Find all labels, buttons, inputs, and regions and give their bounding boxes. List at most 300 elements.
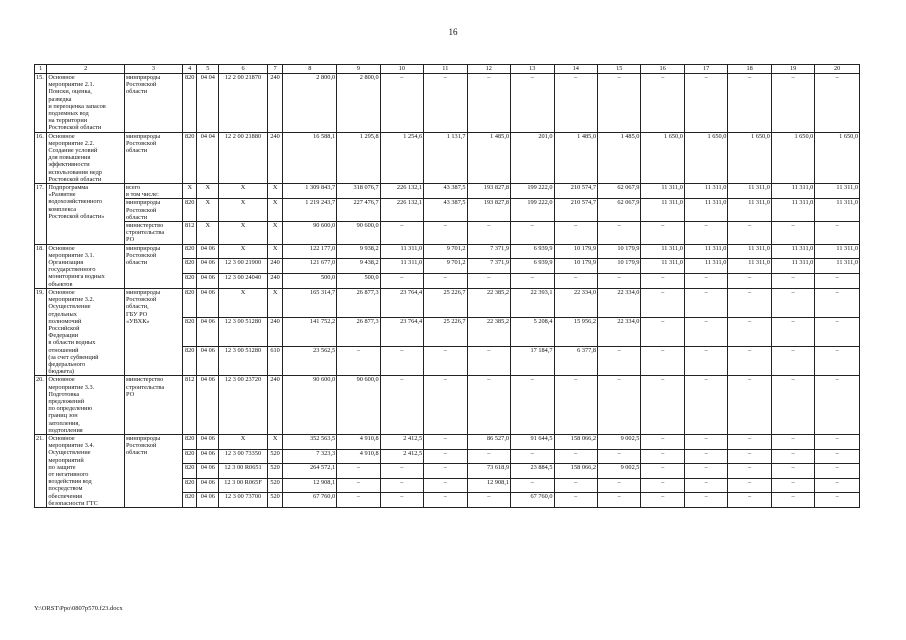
amount-cell: – xyxy=(467,274,510,289)
budget-code-cell: 04 06 xyxy=(197,493,219,508)
amount-cell: 22 393,1 xyxy=(511,288,554,317)
amount-cell: – xyxy=(511,274,554,289)
amount-cell: 9 701,2 xyxy=(424,244,467,259)
amount-cell: – xyxy=(684,318,727,347)
amount-cell: – xyxy=(554,74,597,133)
amount-cell: – xyxy=(554,449,597,464)
amount-cell: – xyxy=(554,478,597,493)
amount-cell: – xyxy=(815,434,860,449)
amount-cell: – xyxy=(597,449,640,464)
column-number-cell: 8 xyxy=(283,65,337,74)
column-number-cell: 9 xyxy=(337,65,380,74)
amount-cell: – xyxy=(424,222,467,245)
amount-cell: 22 385,2 xyxy=(467,318,510,347)
amount-cell: 11 311,0 xyxy=(728,259,771,274)
budget-code-cell: 812 xyxy=(182,222,196,245)
amount-cell: – xyxy=(641,347,684,376)
amount-cell: – xyxy=(815,493,860,508)
budget-code-cell: 12 3 00 51280 xyxy=(219,318,268,347)
amount-cell: 158 066,2 xyxy=(554,464,597,479)
amount-cell: 23 764,4 xyxy=(380,318,423,347)
amount-cell: – xyxy=(597,347,640,376)
amount-cell: 1 219 243,7 xyxy=(283,199,337,222)
budget-code-cell: 04 06 xyxy=(197,449,219,464)
row-number-cell: 20. xyxy=(35,376,47,435)
budget-code-cell: 12 3 00 R0651 xyxy=(219,464,268,479)
column-number-cell: 17 xyxy=(684,65,727,74)
amount-cell: 226 132,1 xyxy=(380,199,423,222)
amount-cell: – xyxy=(511,74,554,133)
amount-cell: – xyxy=(815,449,860,464)
executor-cell: министерство строительства РО xyxy=(125,222,183,245)
footer-file-path: Y:\ORST\Ppo\0807p570.f23.docx xyxy=(34,605,123,612)
amount-cell: – xyxy=(380,274,423,289)
amount-cell: 264 572,1 xyxy=(283,464,337,479)
column-number-cell: 16 xyxy=(641,65,684,74)
amount-cell: 1 309 843,7 xyxy=(283,184,337,199)
amount-cell: – xyxy=(597,478,640,493)
amount-cell: 121 677,0 xyxy=(283,259,337,274)
amount-cell: – xyxy=(728,478,771,493)
amount-cell: – xyxy=(771,347,814,376)
measure-name-cell: Основное мероприятие 3.4. Осуществление мероприятий по защите от негативного воздействия вод посредством обеспечения безопасности ГТС xyxy=(47,434,125,507)
table-row xyxy=(35,199,860,222)
row-number-cell: 16. xyxy=(35,132,47,183)
amount-cell: 67 760,0 xyxy=(283,493,337,508)
amount-cell: 1 485,0 xyxy=(554,132,597,183)
amount-cell: 193 827,8 xyxy=(467,199,510,222)
amount-cell: – xyxy=(467,222,510,245)
budget-code-cell: 820 xyxy=(182,464,196,479)
budget-code-cell: 820 xyxy=(182,199,196,222)
budget-code-cell: 12 3 00 23720 xyxy=(219,376,268,435)
amount-cell: – xyxy=(771,464,814,479)
amount-cell: 7 371,9 xyxy=(467,259,510,274)
amount-cell: 10 179,9 xyxy=(554,244,597,259)
budget-code-cell: 820 xyxy=(182,318,196,347)
amount-cell: 26 877,3 xyxy=(337,288,380,317)
amount-cell: 227 476,7 xyxy=(337,199,380,222)
amount-cell: – xyxy=(641,288,684,317)
budget-code-cell: X xyxy=(197,222,219,245)
amount-cell: – xyxy=(815,318,860,347)
amount-cell: 11 311,0 xyxy=(771,199,814,222)
amount-cell: – xyxy=(511,478,554,493)
budget-code-cell: X xyxy=(197,199,219,222)
amount-cell: 22 385,2 xyxy=(467,288,510,317)
amount-cell: – xyxy=(728,288,771,317)
amount-cell: 141 752,2 xyxy=(283,318,337,347)
budget-code-cell: 04 04 xyxy=(197,132,219,183)
amount-cell: – xyxy=(728,493,771,508)
amount-cell: 158 066,2 xyxy=(554,434,597,449)
amount-cell: 12 908,1 xyxy=(283,478,337,493)
amount-cell: – xyxy=(771,449,814,464)
amount-cell: 62 067,9 xyxy=(597,199,640,222)
amount-cell: 90 600,0 xyxy=(283,376,337,435)
column-number-cell: 15 xyxy=(597,65,640,74)
budget-code-cell: X xyxy=(267,288,283,317)
measure-name-cell: Основное мероприятие 2.1. Поиски, оценка, разведка и переоценка запасов подземных вод на территории Ростовской области xyxy=(47,74,125,133)
amount-cell: – xyxy=(815,376,860,435)
amount-cell: – xyxy=(467,493,510,508)
amount-cell: 2 800,0 xyxy=(283,74,337,133)
amount-cell: – xyxy=(684,464,727,479)
budget-code-cell: X xyxy=(219,184,268,199)
measure-name-cell: Основное мероприятие 3.1. Организация государственного мониторинга водных объектов xyxy=(47,244,125,288)
executor-cell: минприроды Ростовской области, ГБУ РО «УВХК» xyxy=(125,288,183,375)
budget-code-cell: 820 xyxy=(182,478,196,493)
column-number-cell: 7 xyxy=(267,65,283,74)
table-row xyxy=(35,222,860,245)
budget-code-cell: 04 06 xyxy=(197,259,219,274)
budget-code-cell: X xyxy=(219,288,268,317)
budget-code-cell: X xyxy=(267,184,283,199)
amount-cell: – xyxy=(728,318,771,347)
measure-name-cell: Основное мероприятие 3.3. Подготовка предложений по определению границ зон затопления, подтопления xyxy=(47,376,125,435)
amount-cell: – xyxy=(728,376,771,435)
budget-code-cell: 12 3 00 R065F xyxy=(219,478,268,493)
amount-cell: – xyxy=(380,376,423,435)
amount-cell: 1 485,0 xyxy=(467,132,510,183)
amount-cell: – xyxy=(684,274,727,289)
amount-cell: 6 939,9 xyxy=(511,244,554,259)
amount-cell: 91 644,5 xyxy=(511,434,554,449)
amount-cell: – xyxy=(771,434,814,449)
amount-cell: 67 760,0 xyxy=(511,493,554,508)
budget-code-cell: X xyxy=(219,199,268,222)
amount-cell: – xyxy=(728,274,771,289)
budget-code-cell: 820 xyxy=(182,132,196,183)
budget-code-cell: 04 06 xyxy=(197,288,219,317)
budget-code-cell: 812 xyxy=(182,376,196,435)
budget-code-cell: 520 xyxy=(267,493,283,508)
amount-cell: 12 908,1 xyxy=(467,478,510,493)
budget-code-cell: 04 06 xyxy=(197,274,219,289)
measure-name-cell: Основное мероприятие 3.2. Осуществление отдельных полномочий Российской Федерации в области водных отношений (за счет субвенций федерального бюджета) xyxy=(47,288,125,375)
budget-code-cell: 12 3 00 21900 xyxy=(219,259,268,274)
column-number-row xyxy=(35,65,860,74)
column-number-cell: 3 xyxy=(125,65,183,74)
amount-cell: 11 311,0 xyxy=(684,259,727,274)
column-number-cell: 10 xyxy=(380,65,423,74)
amount-cell: 210 574,7 xyxy=(554,184,597,199)
row-number-cell: 18. xyxy=(35,244,47,288)
amount-cell: – xyxy=(641,464,684,479)
budget-table xyxy=(34,64,860,508)
amount-cell: 11 311,0 xyxy=(728,184,771,199)
column-number-cell: 11 xyxy=(424,65,467,74)
budget-code-cell: 12 2 00 21870 xyxy=(219,74,268,133)
amount-cell: 11 311,0 xyxy=(641,244,684,259)
amount-cell: – xyxy=(771,478,814,493)
amount-cell: 11 311,0 xyxy=(641,184,684,199)
amount-cell: – xyxy=(815,347,860,376)
column-number-cell: 4 xyxy=(182,65,196,74)
amount-cell: – xyxy=(771,74,814,133)
column-number-cell: 14 xyxy=(554,65,597,74)
page-number: 16 xyxy=(448,27,458,37)
amount-cell: – xyxy=(337,478,380,493)
budget-code-cell: 04 06 xyxy=(197,347,219,376)
amount-cell: 22 334,0 xyxy=(597,288,640,317)
amount-cell: – xyxy=(597,493,640,508)
amount-cell: 11 311,0 xyxy=(684,244,727,259)
amount-cell: 15 956,2 xyxy=(554,318,597,347)
amount-cell: 16 588,1 xyxy=(283,132,337,183)
amount-cell: 11 311,0 xyxy=(380,259,423,274)
amount-cell: – xyxy=(771,318,814,347)
amount-cell: – xyxy=(728,222,771,245)
column-number-cell: 12 xyxy=(467,65,510,74)
table-row xyxy=(35,184,860,199)
row-number-cell: 15. xyxy=(35,74,47,133)
amount-cell: – xyxy=(467,449,510,464)
amount-cell: – xyxy=(511,222,554,245)
budget-code-cell: 520 xyxy=(267,478,283,493)
amount-cell: – xyxy=(641,449,684,464)
amount-cell: 90 600,0 xyxy=(283,222,337,245)
budget-code-cell: 12 3 00 73350 xyxy=(219,449,268,464)
amount-cell: – xyxy=(380,478,423,493)
amount-cell: – xyxy=(597,274,640,289)
amount-cell: 500,0 xyxy=(283,274,337,289)
amount-cell: – xyxy=(597,376,640,435)
amount-cell: 9 438,2 xyxy=(337,259,380,274)
budget-code-cell: X xyxy=(219,222,268,245)
amount-cell: – xyxy=(815,274,860,289)
amount-cell: – xyxy=(467,376,510,435)
amount-cell: – xyxy=(641,376,684,435)
column-number-cell: 20 xyxy=(815,65,860,74)
executor-cell: минприроды Ростовской области xyxy=(125,74,183,133)
amount-cell: – xyxy=(511,449,554,464)
amount-cell: – xyxy=(380,74,423,133)
column-number-cell: 5 xyxy=(197,65,219,74)
budget-code-cell: X xyxy=(267,244,283,259)
amount-cell: – xyxy=(641,434,684,449)
budget-code-cell: 12 3 00 24040 xyxy=(219,274,268,289)
budget-code-cell: 240 xyxy=(267,318,283,347)
amount-cell: – xyxy=(424,478,467,493)
budget-code-cell: 04 04 xyxy=(197,74,219,133)
amount-cell: 210 574,7 xyxy=(554,199,597,222)
budget-code-cell: 04 06 xyxy=(197,434,219,449)
amount-cell: – xyxy=(554,274,597,289)
budget-code-cell: 820 xyxy=(182,288,196,317)
amount-cell: – xyxy=(337,347,380,376)
budget-code-cell: X xyxy=(219,244,268,259)
amount-cell: 9 002,5 xyxy=(597,464,640,479)
amount-cell: 5 208,4 xyxy=(511,318,554,347)
table-row xyxy=(35,434,860,449)
amount-cell: 4 910,8 xyxy=(337,449,380,464)
amount-cell: 22 334,0 xyxy=(554,288,597,317)
amount-cell: – xyxy=(641,318,684,347)
budget-code-cell: 04 06 xyxy=(197,478,219,493)
amount-cell: 11 311,0 xyxy=(684,199,727,222)
amount-cell: 23 764,4 xyxy=(380,288,423,317)
amount-cell: – xyxy=(771,288,814,317)
amount-cell: – xyxy=(728,434,771,449)
amount-cell: – xyxy=(424,493,467,508)
amount-cell: – xyxy=(641,274,684,289)
executor-cell: минприроды Ростовской области xyxy=(125,199,183,222)
column-number-cell: 13 xyxy=(511,65,554,74)
budget-code-cell: 240 xyxy=(267,376,283,435)
amount-cell: 10 179,9 xyxy=(597,259,640,274)
amount-cell: – xyxy=(684,74,727,133)
amount-cell: 1 650,0 xyxy=(641,132,684,183)
amount-cell: – xyxy=(467,347,510,376)
budget-code-cell: X xyxy=(219,434,268,449)
budget-code-cell: 820 xyxy=(182,244,196,259)
amount-cell: 43 387,5 xyxy=(424,199,467,222)
amount-cell: – xyxy=(511,376,554,435)
amount-cell: – xyxy=(728,464,771,479)
amount-cell: – xyxy=(424,74,467,133)
amount-cell: – xyxy=(815,478,860,493)
amount-cell: – xyxy=(728,74,771,133)
amount-cell: 25 226,7 xyxy=(424,288,467,317)
amount-cell: – xyxy=(554,493,597,508)
amount-cell: 6 939,9 xyxy=(511,259,554,274)
amount-cell: – xyxy=(337,493,380,508)
amount-cell: – xyxy=(641,74,684,133)
amount-cell: 17 184,7 xyxy=(511,347,554,376)
amount-cell: – xyxy=(771,222,814,245)
budget-code-cell: 12 3 00 73700 xyxy=(219,493,268,508)
amount-cell: – xyxy=(424,434,467,449)
budget-code-cell: 820 xyxy=(182,347,196,376)
amount-cell: 2 412,5 xyxy=(380,449,423,464)
column-number-cell: 6 xyxy=(219,65,268,74)
amount-cell: – xyxy=(684,478,727,493)
amount-cell: – xyxy=(728,449,771,464)
amount-cell: 11 311,0 xyxy=(684,184,727,199)
column-number-cell: 1 xyxy=(35,65,47,74)
amount-cell: – xyxy=(641,478,684,493)
amount-cell: – xyxy=(424,464,467,479)
budget-code-cell: 04 06 xyxy=(197,318,219,347)
budget-code-cell: 820 xyxy=(182,74,196,133)
amount-cell: 73 618,9 xyxy=(467,464,510,479)
amount-cell: – xyxy=(815,222,860,245)
amount-cell: – xyxy=(380,347,423,376)
amount-cell: – xyxy=(684,347,727,376)
row-number-cell: 17. xyxy=(35,184,47,245)
budget-code-cell: 240 xyxy=(267,74,283,133)
budget-code-cell: 04 06 xyxy=(197,244,219,259)
budget-code-cell: X xyxy=(267,222,283,245)
executor-cell: минприроды Ростовской области xyxy=(125,244,183,288)
amount-cell: 1 650,0 xyxy=(728,132,771,183)
amount-cell: 165 314,7 xyxy=(283,288,337,317)
amount-cell: – xyxy=(684,434,727,449)
amount-cell: 122 177,0 xyxy=(283,244,337,259)
amount-cell: – xyxy=(380,493,423,508)
column-number-cell: 2 xyxy=(47,65,125,74)
column-number-cell: 18 xyxy=(728,65,771,74)
amount-cell: – xyxy=(771,493,814,508)
budget-code-cell: 820 xyxy=(182,274,196,289)
amount-cell: 201,0 xyxy=(511,132,554,183)
amount-cell: – xyxy=(380,464,423,479)
amount-cell: – xyxy=(554,222,597,245)
executor-cell: минприроды Ростовской области xyxy=(125,434,183,507)
amount-cell: 2 412,5 xyxy=(380,434,423,449)
amount-cell: 90 600,0 xyxy=(337,376,380,435)
amount-cell: 11 311,0 xyxy=(641,199,684,222)
amount-cell: 9 701,2 xyxy=(424,259,467,274)
amount-cell: – xyxy=(684,222,727,245)
budget-code-cell: 240 xyxy=(267,274,283,289)
budget-code-cell: 04 06 xyxy=(197,464,219,479)
amount-cell: – xyxy=(467,74,510,133)
amount-cell: – xyxy=(424,347,467,376)
amount-cell: 1 254,6 xyxy=(380,132,423,183)
amount-cell: – xyxy=(424,449,467,464)
amount-cell: – xyxy=(815,74,860,133)
row-number-cell: 19. xyxy=(35,288,47,375)
amount-cell: – xyxy=(771,376,814,435)
budget-code-cell: X xyxy=(267,434,283,449)
amount-cell: 1 295,8 xyxy=(337,132,380,183)
column-number-cell: 19 xyxy=(771,65,814,74)
amount-cell: 9 938,2 xyxy=(337,244,380,259)
amount-cell: – xyxy=(684,376,727,435)
amount-cell: – xyxy=(554,376,597,435)
budget-code-cell: 820 xyxy=(182,449,196,464)
budget-code-cell: 820 xyxy=(182,493,196,508)
table-row xyxy=(35,132,860,183)
amount-cell: 199 222,0 xyxy=(511,184,554,199)
amount-cell: – xyxy=(424,274,467,289)
amount-cell: 26 877,3 xyxy=(337,318,380,347)
amount-cell: 11 311,0 xyxy=(815,259,860,274)
budget-code-cell: 240 xyxy=(267,259,283,274)
amount-cell: 62 067,9 xyxy=(597,184,640,199)
amount-cell: 1 131,7 xyxy=(424,132,467,183)
amount-cell: 11 311,0 xyxy=(728,199,771,222)
amount-cell: – xyxy=(641,222,684,245)
amount-cell: 11 311,0 xyxy=(771,259,814,274)
amount-cell: 23 562,5 xyxy=(283,347,337,376)
budget-code-cell: 12 3 00 51280 xyxy=(219,347,268,376)
budget-code-cell: 610 xyxy=(267,347,283,376)
amount-cell: – xyxy=(771,274,814,289)
executor-cell: минприроды Ростовской области xyxy=(125,132,183,183)
amount-cell: 10 179,9 xyxy=(554,259,597,274)
amount-cell: – xyxy=(684,288,727,317)
budget-code-cell: X xyxy=(182,184,196,199)
budget-code-cell: 520 xyxy=(267,449,283,464)
amount-cell: – xyxy=(728,347,771,376)
budget-code-cell: X xyxy=(197,184,219,199)
amount-cell: 1 650,0 xyxy=(771,132,814,183)
amount-cell: 11 311,0 xyxy=(641,259,684,274)
amount-cell: 6 377,8 xyxy=(554,347,597,376)
amount-cell: 9 002,5 xyxy=(597,434,640,449)
row-number-cell: 21. xyxy=(35,434,47,507)
executor-cell: всего в том числе: xyxy=(125,184,183,199)
amount-cell: – xyxy=(815,288,860,317)
amount-cell: 7 371,9 xyxy=(467,244,510,259)
amount-cell: 193 827,8 xyxy=(467,184,510,199)
amount-cell: – xyxy=(380,222,423,245)
amount-cell: 11 311,0 xyxy=(815,199,860,222)
amount-cell: 11 311,0 xyxy=(380,244,423,259)
